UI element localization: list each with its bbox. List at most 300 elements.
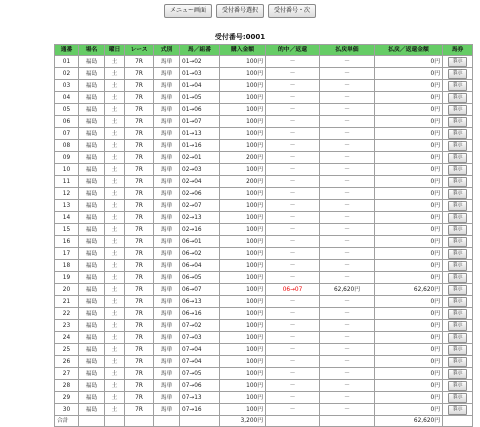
cell-ticket bbox=[443, 128, 473, 140]
show-ticket-button[interactable]: 表示 bbox=[448, 165, 466, 175]
cell-purchase: 100円 bbox=[220, 404, 266, 416]
cell-day: 土 bbox=[105, 68, 125, 80]
cell-day: 土 bbox=[105, 152, 125, 164]
show-ticket-button[interactable]: 表示 bbox=[448, 309, 466, 319]
cell-serial: 11 bbox=[55, 176, 79, 188]
cell-purchase: 100円 bbox=[220, 308, 266, 320]
cell-venue: 福島 bbox=[79, 224, 105, 236]
cell-purchase: 100円 bbox=[220, 200, 266, 212]
cell-payout-amount: 0円 bbox=[375, 68, 443, 80]
cell-type: 馬単 bbox=[154, 188, 180, 200]
cell-type: 馬単 bbox=[154, 200, 180, 212]
cell-day: 土 bbox=[105, 140, 125, 152]
cell-ticket bbox=[443, 284, 473, 296]
cell-type: 馬単 bbox=[154, 356, 180, 368]
show-ticket-button[interactable]: 表示 bbox=[448, 129, 466, 139]
cell-serial: 10 bbox=[55, 164, 79, 176]
show-ticket-button[interactable]: 表示 bbox=[448, 153, 466, 163]
show-ticket-button[interactable]: 表示 bbox=[448, 357, 466, 367]
table-row bbox=[55, 404, 473, 416]
cell-type: 馬単 bbox=[154, 320, 180, 332]
cell-payout-amount: 0円 bbox=[375, 236, 443, 248]
cell-purchase: 100円 bbox=[220, 260, 266, 272]
total-row bbox=[55, 416, 473, 427]
show-ticket-button[interactable]: 表示 bbox=[448, 189, 466, 199]
cell-hit-refund: － bbox=[266, 320, 320, 332]
cell-venue: 福島 bbox=[79, 68, 105, 80]
cell-purchase: 100円 bbox=[220, 140, 266, 152]
total-empty-cell bbox=[443, 416, 473, 427]
cell-serial: 25 bbox=[55, 344, 79, 356]
cell-type: 馬単 bbox=[154, 212, 180, 224]
table-header-row bbox=[55, 45, 473, 56]
cell-day: 土 bbox=[105, 392, 125, 404]
total-purchase: 3,200円 bbox=[220, 416, 266, 427]
cell-combination: 01→07 bbox=[180, 116, 220, 128]
cell-race: 7R bbox=[125, 332, 154, 344]
table-row bbox=[55, 104, 473, 116]
col-header-venue: 場名 bbox=[79, 45, 105, 56]
cell-day: 土 bbox=[105, 320, 125, 332]
show-ticket-button[interactable]: 表示 bbox=[448, 393, 466, 403]
cell-race: 7R bbox=[125, 320, 154, 332]
cell-hit-refund: － bbox=[266, 212, 320, 224]
show-ticket-button[interactable]: 表示 bbox=[448, 225, 466, 235]
cell-race: 7R bbox=[125, 248, 154, 260]
cell-type: 馬単 bbox=[154, 392, 180, 404]
table-row bbox=[55, 140, 473, 152]
cell-payout-amount: 0円 bbox=[375, 224, 443, 236]
table-row bbox=[55, 356, 473, 368]
col-header-combination: 馬／組番 bbox=[180, 45, 220, 56]
cell-purchase: 100円 bbox=[220, 284, 266, 296]
cell-type: 馬単 bbox=[154, 56, 180, 68]
cell-purchase: 100円 bbox=[220, 164, 266, 176]
cell-venue: 福島 bbox=[79, 200, 105, 212]
cell-unit-payout: － bbox=[320, 236, 375, 248]
table-row bbox=[55, 80, 473, 92]
col-header-day: 曜日 bbox=[105, 45, 125, 56]
cell-type: 馬単 bbox=[154, 332, 180, 344]
cell-race: 7R bbox=[125, 368, 154, 380]
show-ticket-button[interactable]: 表示 bbox=[448, 381, 466, 391]
show-ticket-button[interactable]: 表示 bbox=[448, 69, 466, 79]
cell-serial: 12 bbox=[55, 188, 79, 200]
cell-day: 土 bbox=[105, 296, 125, 308]
col-header-payout-amount: 払戻／返還金額 bbox=[375, 45, 443, 56]
cell-payout-amount: 0円 bbox=[375, 260, 443, 272]
cell-unit-payout: － bbox=[320, 152, 375, 164]
cell-unit-payout: － bbox=[320, 332, 375, 344]
cell-purchase: 100円 bbox=[220, 296, 266, 308]
toolbar bbox=[0, 4, 480, 18]
cell-payout-amount: 0円 bbox=[375, 128, 443, 140]
cell-race: 7R bbox=[125, 236, 154, 248]
table-row bbox=[55, 260, 473, 272]
cell-race: 7R bbox=[125, 308, 154, 320]
cell-race: 7R bbox=[125, 80, 154, 92]
cell-venue: 福島 bbox=[79, 152, 105, 164]
cell-combination: 02→16 bbox=[180, 224, 220, 236]
cell-ticket bbox=[443, 176, 473, 188]
cell-serial: 04 bbox=[55, 92, 79, 104]
cell-hit-refund: － bbox=[266, 368, 320, 380]
cell-venue: 福島 bbox=[79, 56, 105, 68]
cell-day: 土 bbox=[105, 128, 125, 140]
cell-hit-refund: － bbox=[266, 152, 320, 164]
total-label: 合計 bbox=[55, 416, 79, 427]
show-ticket-button[interactable]: 表示 bbox=[448, 201, 466, 211]
cell-venue: 福島 bbox=[79, 356, 105, 368]
cell-purchase: 100円 bbox=[220, 380, 266, 392]
cell-serial: 27 bbox=[55, 368, 79, 380]
cell-serial: 26 bbox=[55, 356, 79, 368]
cell-unit-payout: － bbox=[320, 212, 375, 224]
cell-venue: 福島 bbox=[79, 176, 105, 188]
cell-race: 7R bbox=[125, 212, 154, 224]
cell-serial: 18 bbox=[55, 260, 79, 272]
select-receipt-button[interactable]: 受付番号選択 bbox=[216, 4, 264, 18]
show-ticket-button[interactable]: 表示 bbox=[448, 177, 466, 187]
cell-hit-refund: － bbox=[266, 260, 320, 272]
cell-purchase: 100円 bbox=[220, 272, 266, 284]
cell-serial: 21 bbox=[55, 296, 79, 308]
cell-ticket bbox=[443, 380, 473, 392]
cell-ticket bbox=[443, 236, 473, 248]
cell-combination: 02→04 bbox=[180, 176, 220, 188]
cell-day: 土 bbox=[105, 308, 125, 320]
cell-venue: 福島 bbox=[79, 248, 105, 260]
cell-unit-payout: － bbox=[320, 308, 375, 320]
cell-race: 7R bbox=[125, 272, 154, 284]
cell-hit-refund: － bbox=[266, 404, 320, 416]
cell-venue: 福島 bbox=[79, 80, 105, 92]
cell-venue: 福島 bbox=[79, 236, 105, 248]
cell-hit-refund: － bbox=[266, 392, 320, 404]
cell-unit-payout: － bbox=[320, 164, 375, 176]
cell-payout-amount: 0円 bbox=[375, 332, 443, 344]
table-row bbox=[55, 380, 473, 392]
cell-payout-amount: 0円 bbox=[375, 344, 443, 356]
cell-payout-amount: 0円 bbox=[375, 320, 443, 332]
cell-hit-refund: － bbox=[266, 140, 320, 152]
page-title: 受付番号:0001 bbox=[214, 33, 266, 41]
cell-race: 7R bbox=[125, 188, 154, 200]
table-row bbox=[55, 272, 473, 284]
cell-purchase: 200円 bbox=[220, 176, 266, 188]
cell-purchase: 100円 bbox=[220, 104, 266, 116]
cell-serial: 06 bbox=[55, 116, 79, 128]
cell-combination: 06→13 bbox=[180, 296, 220, 308]
cell-payout-amount: 0円 bbox=[375, 404, 443, 416]
cell-venue: 福島 bbox=[79, 128, 105, 140]
next-receipt-button[interactable]: 受付番号・次 bbox=[268, 4, 316, 18]
cell-serial: 24 bbox=[55, 332, 79, 344]
cell-ticket bbox=[443, 224, 473, 236]
cell-serial: 05 bbox=[55, 104, 79, 116]
col-header-serial: 通番 bbox=[55, 45, 79, 56]
show-ticket-button[interactable]: 表示 bbox=[448, 213, 466, 223]
cell-hit-refund: － bbox=[266, 128, 320, 140]
total-empty-cell bbox=[125, 416, 154, 427]
cell-day: 土 bbox=[105, 380, 125, 392]
cell-combination: 02→06 bbox=[180, 188, 220, 200]
cell-hit-refund: － bbox=[266, 248, 320, 260]
cell-venue: 福島 bbox=[79, 368, 105, 380]
cell-hit-refund: － bbox=[266, 380, 320, 392]
cell-serial: 14 bbox=[55, 212, 79, 224]
cell-combination: 07→16 bbox=[180, 404, 220, 416]
cell-combination: 07→13 bbox=[180, 392, 220, 404]
show-ticket-button[interactable]: 表示 bbox=[448, 273, 466, 283]
cell-hit-refund: － bbox=[266, 56, 320, 68]
cell-purchase: 100円 bbox=[220, 188, 266, 200]
cell-venue: 福島 bbox=[79, 404, 105, 416]
cell-unit-payout: － bbox=[320, 272, 375, 284]
cell-unit-payout: － bbox=[320, 356, 375, 368]
cell-race: 7R bbox=[125, 284, 154, 296]
cell-payout-amount: 0円 bbox=[375, 296, 443, 308]
cell-ticket bbox=[443, 404, 473, 416]
table-row bbox=[55, 236, 473, 248]
cell-type: 馬単 bbox=[154, 140, 180, 152]
cell-purchase: 100円 bbox=[220, 92, 266, 104]
cell-day: 土 bbox=[105, 200, 125, 212]
cell-serial: 15 bbox=[55, 224, 79, 236]
cell-venue: 福島 bbox=[79, 320, 105, 332]
cell-type: 馬単 bbox=[154, 272, 180, 284]
cell-hit-refund: － bbox=[266, 332, 320, 344]
cell-day: 土 bbox=[105, 248, 125, 260]
cell-ticket bbox=[443, 80, 473, 92]
cell-combination: 01→13 bbox=[180, 128, 220, 140]
cell-ticket bbox=[443, 56, 473, 68]
show-ticket-button[interactable]: 表示 bbox=[448, 237, 466, 247]
cell-venue: 福島 bbox=[79, 92, 105, 104]
cell-day: 土 bbox=[105, 104, 125, 116]
cell-venue: 福島 bbox=[79, 308, 105, 320]
cell-serial: 17 bbox=[55, 248, 79, 260]
cell-venue: 福島 bbox=[79, 104, 105, 116]
cell-ticket bbox=[443, 92, 473, 104]
cell-serial: 30 bbox=[55, 404, 79, 416]
col-header-unit-payout: 払戻単価 bbox=[320, 45, 375, 56]
cell-ticket bbox=[443, 212, 473, 224]
table-row bbox=[55, 152, 473, 164]
cell-combination: 01→03 bbox=[180, 68, 220, 80]
cell-serial: 28 bbox=[55, 380, 79, 392]
cell-serial: 19 bbox=[55, 272, 79, 284]
cell-unit-payout: － bbox=[320, 92, 375, 104]
cell-combination: 06→04 bbox=[180, 260, 220, 272]
cell-serial: 07 bbox=[55, 128, 79, 140]
col-header-purchase: 購入金額 bbox=[220, 45, 266, 56]
cell-type: 馬単 bbox=[154, 284, 180, 296]
cell-ticket bbox=[443, 68, 473, 80]
cell-serial: 29 bbox=[55, 392, 79, 404]
cell-race: 7R bbox=[125, 152, 154, 164]
cell-race: 7R bbox=[125, 128, 154, 140]
cell-ticket bbox=[443, 356, 473, 368]
show-ticket-button[interactable]: 表示 bbox=[448, 321, 466, 331]
cell-day: 土 bbox=[105, 188, 125, 200]
cell-hit-refund: － bbox=[266, 104, 320, 116]
cell-serial: 09 bbox=[55, 152, 79, 164]
show-ticket-button[interactable]: 表示 bbox=[448, 141, 466, 151]
col-header-race: レース bbox=[125, 45, 154, 56]
cell-unit-payout: － bbox=[320, 224, 375, 236]
cell-race: 7R bbox=[125, 164, 154, 176]
cell-purchase: 100円 bbox=[220, 368, 266, 380]
cell-race: 7R bbox=[125, 68, 154, 80]
cell-day: 土 bbox=[105, 56, 125, 68]
show-ticket-button[interactable]: 表示 bbox=[448, 93, 466, 103]
cell-hit-refund: － bbox=[266, 80, 320, 92]
cell-race: 7R bbox=[125, 200, 154, 212]
cell-hit-refund: － bbox=[266, 200, 320, 212]
cell-day: 土 bbox=[105, 164, 125, 176]
cell-payout-amount: 62,620円 bbox=[375, 284, 443, 296]
cell-unit-payout: － bbox=[320, 80, 375, 92]
cell-type: 馬単 bbox=[154, 164, 180, 176]
cell-combination: 01→05 bbox=[180, 92, 220, 104]
cell-combination: 02→03 bbox=[180, 164, 220, 176]
cell-ticket bbox=[443, 104, 473, 116]
cell-day: 土 bbox=[105, 404, 125, 416]
show-ticket-button[interactable]: 表示 bbox=[448, 405, 466, 415]
show-ticket-button[interactable]: 表示 bbox=[448, 117, 466, 127]
total-empty-cell bbox=[180, 416, 220, 427]
cell-unit-payout: － bbox=[320, 188, 375, 200]
table-row bbox=[55, 176, 473, 188]
cell-serial: 13 bbox=[55, 200, 79, 212]
cell-payout-amount: 0円 bbox=[375, 104, 443, 116]
cell-combination: 02→13 bbox=[180, 212, 220, 224]
cell-ticket bbox=[443, 392, 473, 404]
cell-payout-amount: 0円 bbox=[375, 116, 443, 128]
cell-race: 7R bbox=[125, 140, 154, 152]
cell-combination: 07→05 bbox=[180, 368, 220, 380]
cell-payout-amount: 0円 bbox=[375, 380, 443, 392]
cell-hit-refund: － bbox=[266, 356, 320, 368]
cell-race: 7R bbox=[125, 104, 154, 116]
cell-venue: 福島 bbox=[79, 272, 105, 284]
table-row bbox=[55, 344, 473, 356]
cell-purchase: 100円 bbox=[220, 224, 266, 236]
cell-combination: 07→04 bbox=[180, 356, 220, 368]
cell-ticket bbox=[443, 308, 473, 320]
cell-type: 馬単 bbox=[154, 224, 180, 236]
bet-table bbox=[54, 44, 473, 427]
cell-type: 馬単 bbox=[154, 80, 180, 92]
cell-payout-amount: 0円 bbox=[375, 200, 443, 212]
cell-serial: 08 bbox=[55, 140, 79, 152]
cell-purchase: 100円 bbox=[220, 80, 266, 92]
cell-payout-amount: 0円 bbox=[375, 356, 443, 368]
cell-payout-amount: 0円 bbox=[375, 152, 443, 164]
show-ticket-button[interactable]: 表示 bbox=[448, 261, 466, 271]
cell-ticket bbox=[443, 272, 473, 284]
col-header-ticket: 馬券 bbox=[443, 45, 473, 56]
table-row bbox=[55, 164, 473, 176]
table-row bbox=[55, 308, 473, 320]
table-row bbox=[55, 68, 473, 80]
cell-hit-refund: － bbox=[266, 224, 320, 236]
cell-day: 土 bbox=[105, 80, 125, 92]
table-row bbox=[55, 56, 473, 68]
cell-race: 7R bbox=[125, 404, 154, 416]
cell-ticket bbox=[443, 260, 473, 272]
cell-venue: 福島 bbox=[79, 344, 105, 356]
cell-hit-refund: － bbox=[266, 92, 320, 104]
cell-ticket bbox=[443, 152, 473, 164]
cell-day: 土 bbox=[105, 176, 125, 188]
cell-venue: 福島 bbox=[79, 140, 105, 152]
cell-payout-amount: 0円 bbox=[375, 176, 443, 188]
cell-serial: 01 bbox=[55, 56, 79, 68]
cell-day: 土 bbox=[105, 236, 125, 248]
cell-payout-amount: 0円 bbox=[375, 188, 443, 200]
show-ticket-button[interactable]: 表示 bbox=[448, 249, 466, 259]
cell-ticket bbox=[443, 188, 473, 200]
cell-hit-refund: － bbox=[266, 68, 320, 80]
cell-race: 7R bbox=[125, 392, 154, 404]
table-row bbox=[55, 284, 473, 296]
cell-ticket bbox=[443, 116, 473, 128]
total-empty-cell bbox=[79, 416, 105, 427]
cell-serial: 22 bbox=[55, 308, 79, 320]
cell-type: 馬単 bbox=[154, 176, 180, 188]
cell-hit-refund: － bbox=[266, 272, 320, 284]
total-empty-cell bbox=[154, 416, 180, 427]
show-ticket-button[interactable]: 表示 bbox=[448, 105, 466, 115]
cell-unit-payout: － bbox=[320, 404, 375, 416]
menu-button[interactable]: メニュー画面 bbox=[164, 4, 212, 18]
cell-type: 馬単 bbox=[154, 128, 180, 140]
show-ticket-button[interactable]: 表示 bbox=[448, 369, 466, 379]
cell-day: 土 bbox=[105, 284, 125, 296]
show-ticket-button[interactable]: 表示 bbox=[448, 81, 466, 91]
cell-race: 7R bbox=[125, 92, 154, 104]
cell-venue: 福島 bbox=[79, 260, 105, 272]
cell-race: 7R bbox=[125, 260, 154, 272]
table-row bbox=[55, 212, 473, 224]
cell-unit-payout: － bbox=[320, 260, 375, 272]
cell-type: 馬単 bbox=[154, 296, 180, 308]
show-ticket-button[interactable]: 表示 bbox=[448, 57, 466, 67]
cell-hit-refund: － bbox=[266, 236, 320, 248]
show-ticket-button[interactable]: 表示 bbox=[448, 345, 466, 355]
total-empty-cell bbox=[105, 416, 125, 427]
show-ticket-button[interactable]: 表示 bbox=[448, 297, 466, 307]
cell-venue: 福島 bbox=[79, 296, 105, 308]
cell-day: 土 bbox=[105, 260, 125, 272]
cell-purchase: 100円 bbox=[220, 128, 266, 140]
cell-payout-amount: 0円 bbox=[375, 212, 443, 224]
cell-purchase: 100円 bbox=[220, 56, 266, 68]
cell-unit-payout: － bbox=[320, 344, 375, 356]
show-ticket-button[interactable]: 表示 bbox=[448, 285, 466, 295]
show-ticket-button[interactable]: 表示 bbox=[448, 333, 466, 343]
cell-combination: 01→06 bbox=[180, 104, 220, 116]
cell-ticket bbox=[443, 296, 473, 308]
cell-unit-payout: － bbox=[320, 368, 375, 380]
cell-ticket bbox=[443, 140, 473, 152]
cell-venue: 福島 bbox=[79, 380, 105, 392]
cell-purchase: 100円 bbox=[220, 68, 266, 80]
cell-combination: 01→16 bbox=[180, 140, 220, 152]
cell-purchase: 100円 bbox=[220, 392, 266, 404]
